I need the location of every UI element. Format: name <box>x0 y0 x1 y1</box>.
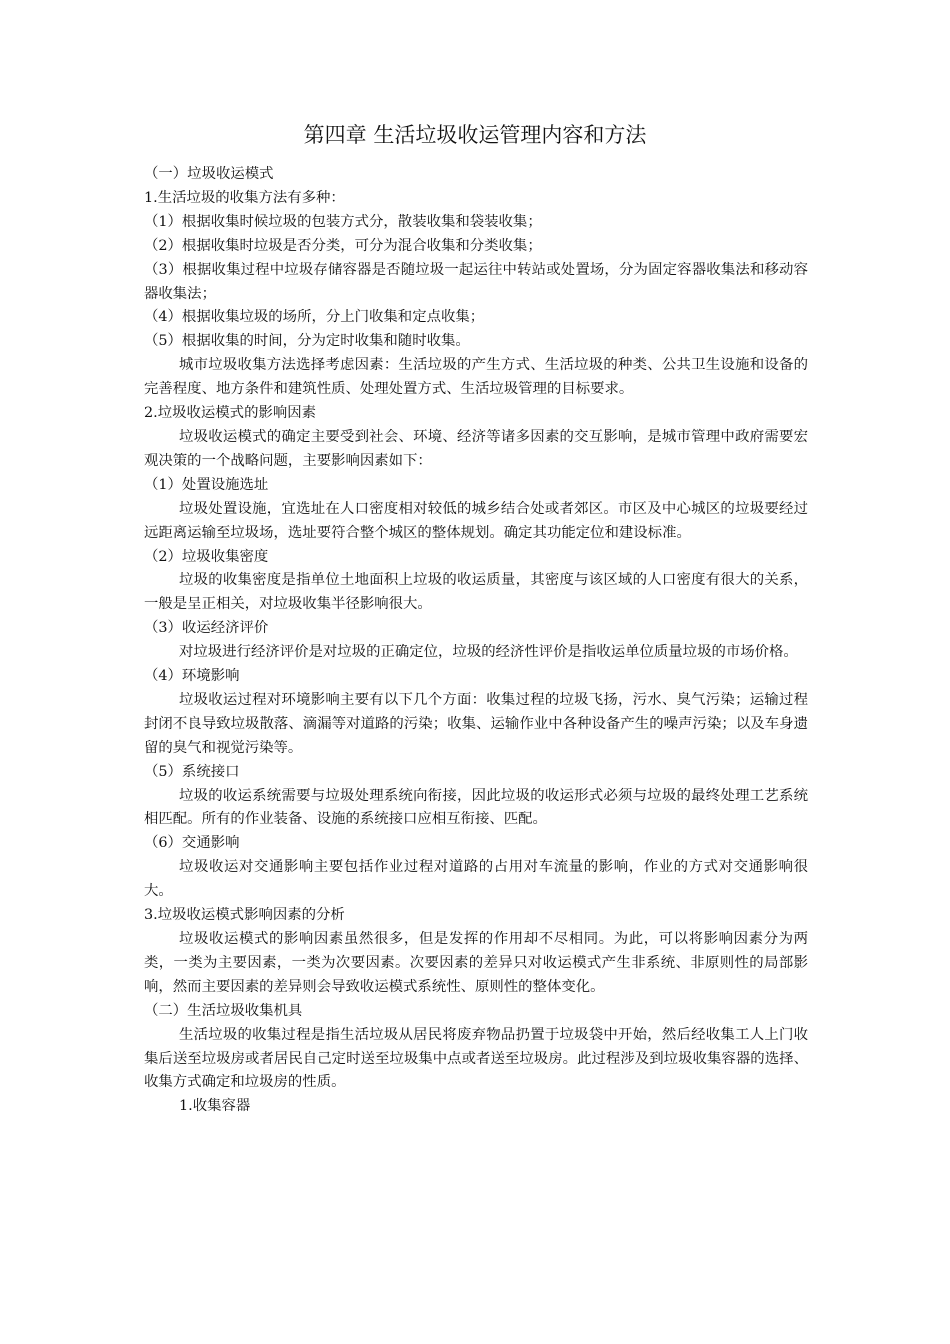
list-item: （3）根据收集过程中垃圾存储容器是否随垃圾一起运往中转站或处置场，分为固定容器收集法和移动容器收集法； <box>144 261 808 302</box>
body-paragraph: 垃圾收运过程对环境影响主要有以下几个方面：收集过程的垃圾飞扬，污水、臭气污染；运输过程封闭不良导致垃圾散落、滴漏等对道路的污染；收集、运输作业中各种设备产生的噪声污染；以及车身遗留的臭气和视觉污染等。 <box>144 691 808 756</box>
body-paragraph: 生活垃圾的收集过程是指生活垃圾从居民将废弃物品扔置于垃圾袋中开始，然后经收集工人上门收集后送至垃圾房或者居民自己定时送至垃圾集中点或者送至垃圾房。此过程涉及到垃圾收集容器的选择、收集方式确定和垃圾房的性质。 <box>144 1026 808 1091</box>
list-item: （3）收运经济评价 <box>144 620 269 637</box>
list-item: （2）根据收集时垃圾是否分类，可分为混合收集和分类收集； <box>144 237 542 254</box>
body-paragraph: 对垃圾进行经济评价是对垃圾的正确定位，垃圾的经济性评价是指收运单位质量垃圾的市场价格。 <box>179 644 798 661</box>
page-title: 第四章 生活垃圾收运管理内容和方法 <box>303 123 647 147</box>
list-item: （6）交通影响 <box>144 835 240 852</box>
subsection-heading: 2.垃圾收运模式的影响因素 <box>144 405 317 422</box>
body-paragraph: 垃圾收运模式的确定主要受到社会、环境、经济等诸多因素的交互影响，是城市管理中政府需要宏观决策的一个战略问题，主要影响因素如下： <box>144 428 808 469</box>
list-item: （1）处置设施选址 <box>144 476 269 493</box>
section-heading: （二）生活垃圾收集机具 <box>144 1002 303 1019</box>
subsection-heading: 1.收集容器 <box>179 1098 251 1115</box>
subsection-heading: 1.生活垃圾的收集方法有多种： <box>144 189 345 206</box>
body-paragraph: 垃圾收运模式的影响因素虽然很多，但是发挥的作用却不尽相同。为此，可以将影响因素分为两类，一类为主要因素，一类为次要因素。次要因素的差异只对收运模式产生非系统、非原则性的局部影响，然而主要因素的差异则会导致收运模式系统性、原则性的整体变化。 <box>144 931 808 995</box>
list-item: （4）环境影响 <box>144 668 240 685</box>
body-paragraph: 城市垃圾收集方法选择考虑因素：生活垃圾的产生方式、生活垃圾的种类、公共卫生设施和设备的完善程度、地方条件和建筑性质、处理处置方式、生活垃圾管理的目标要求。 <box>144 357 808 398</box>
body-paragraph: 垃圾的收运系统需要与垃圾处理系统向衔接，因此垃圾的收运形式必须与垃圾的最终处理工艺系统相匹配。所有的作业装备、设施的系统接口应相互衔接、匹配。 <box>144 787 808 828</box>
list-item: （4）根据收集垃圾的场所，分上门收集和定点收集； <box>144 309 485 326</box>
body-paragraph: 垃圾处置设施，宜选址在人口密度相对较低的城乡结合处或者郊区。市区及中心城区的垃圾要经过远距离运输至垃圾场，选址要符合整个城区的整体规划。确定其功能定位和建设标准。 <box>144 500 808 541</box>
body-paragraph: 垃圾的收集密度是指单位土地面积上垃圾的收运质量，其密度与该区域的人口密度有很大的关系，一般是呈正相关，对垃圾收集半径影响很大。 <box>144 572 808 613</box>
list-item: （2）垃圾收集密度 <box>144 548 269 565</box>
body-paragraph: 垃圾收运对交通影响主要包括作业过程对道路的占用对车流量的影响，作业的方式对交通影响很大。 <box>144 859 808 900</box>
document-body <box>144 163 808 1119</box>
subsection-heading: 3.垃圾收运模式影响因素的分析 <box>144 907 345 924</box>
list-item: （5）根据收集的时间，分为定时收集和随时收集。 <box>144 333 470 350</box>
section-heading: （一）垃圾收运模式 <box>144 166 274 182</box>
list-item: （1）根据收集时候垃圾的包装方式分，散装收集和袋装收集； <box>144 213 542 230</box>
list-item: （5）系统接口 <box>144 763 240 780</box>
